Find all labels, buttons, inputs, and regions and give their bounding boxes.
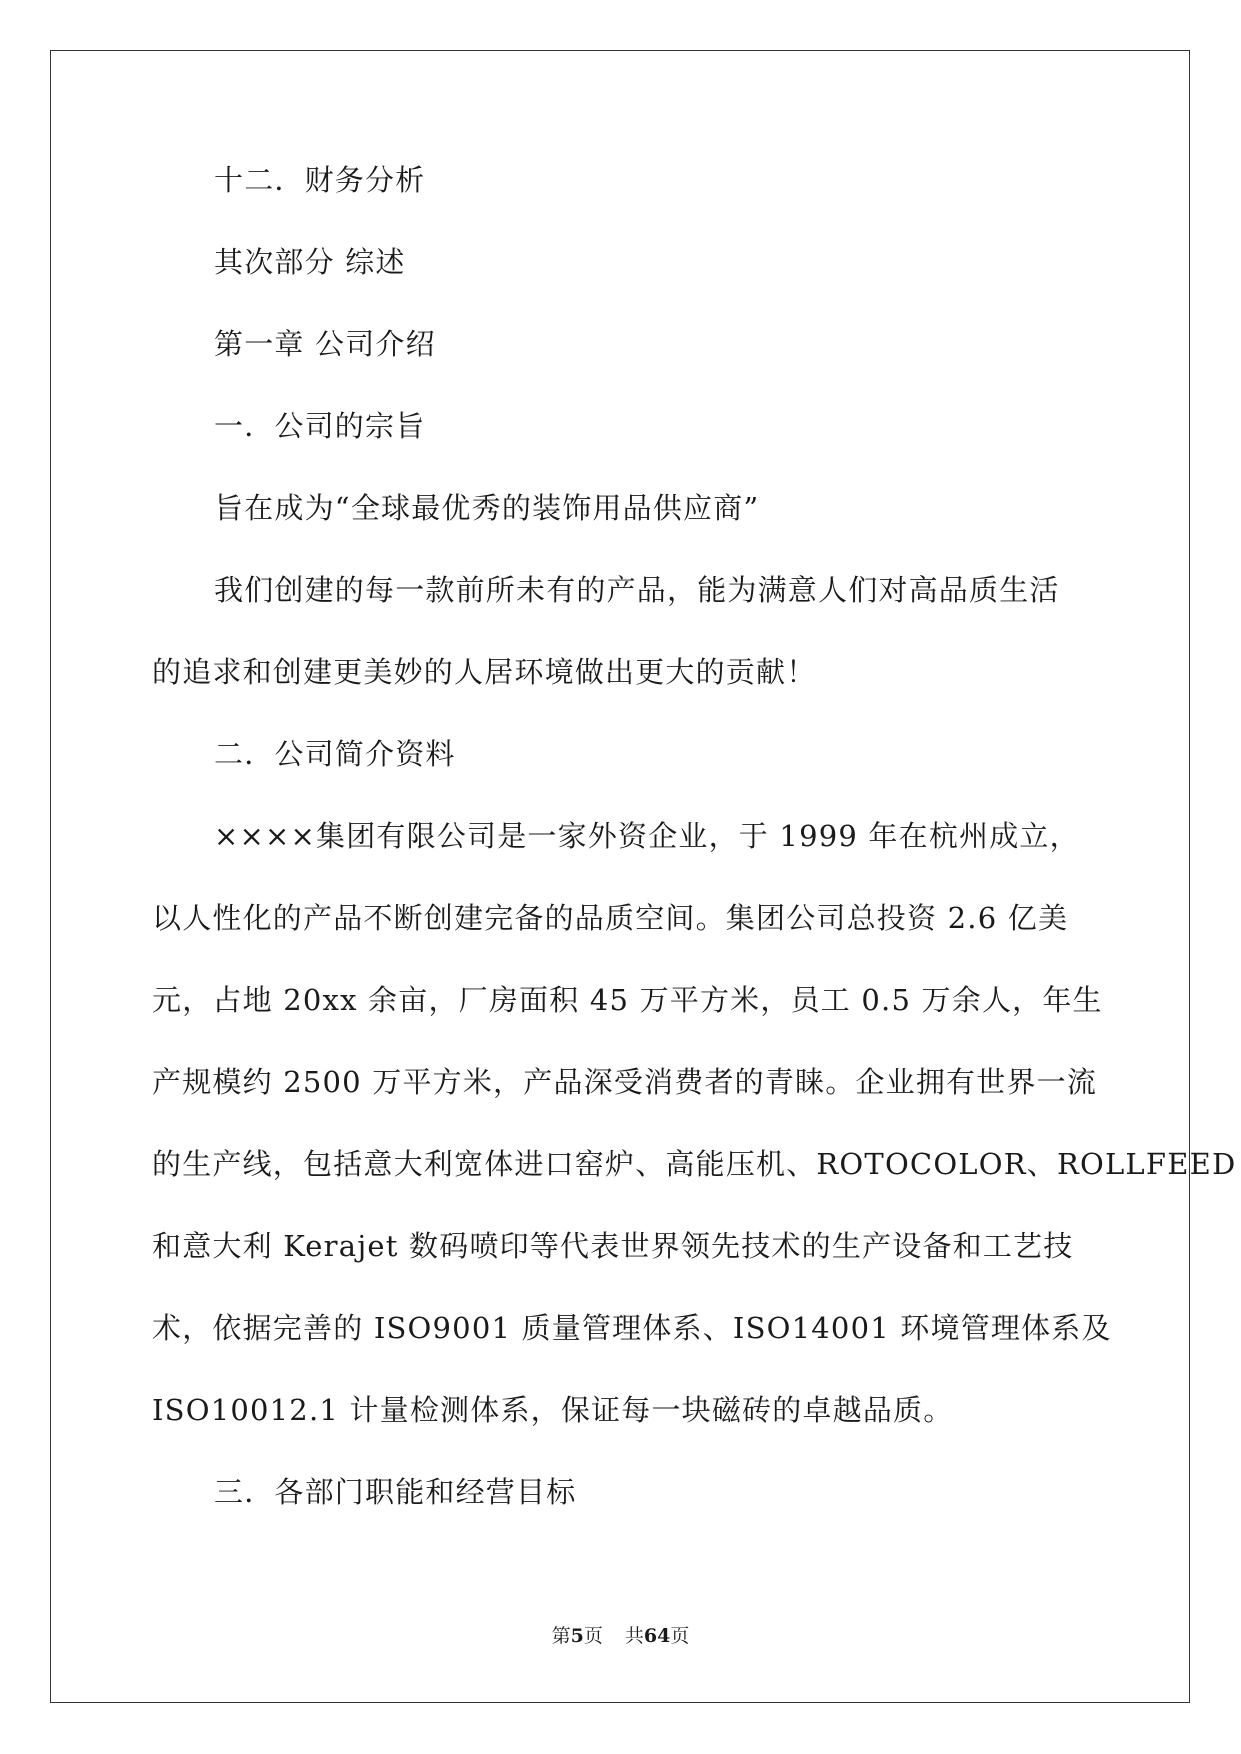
paragraph-line: ××××集团有限公司是一家外资企业，于 1999 年在杭州成立， <box>214 819 1080 853</box>
paragraph-line: 以人性化的产品不断创建完备的品质空间。集团公司总投资 2.6 亿美 <box>152 901 1069 935</box>
paragraph-line: 和意大利 Kerajet 数码喷印等代表世界领先技术的生产设备和工艺技 <box>152 1229 1074 1263</box>
page-suffix: 页 <box>583 1625 603 1647</box>
part-heading-overview: 其次部分 综述 <box>214 245 406 279</box>
total-pages: 64 <box>643 1625 671 1647</box>
page-number: 5 <box>570 1625 584 1647</box>
paragraph-line: ISO10012.1 计量检测体系，保证每一块磁砖的卓越品质。 <box>152 1393 954 1427</box>
total-prefix: 共 <box>624 1625 644 1647</box>
section-heading-departments: 三．各部门职能和经营目标 <box>214 1475 577 1509</box>
paragraph-line: 产规模约 2500 万平方米，产品深受消费者的青睐。企业拥有世界一流 <box>152 1065 1098 1099</box>
paragraph-line: 元，占地 20xx 余亩，厂房面积 45 万平方米，员工 0.5 万余人，年生 <box>152 983 1103 1017</box>
page-footer <box>0 1621 1241 1648</box>
section-heading-financial-analysis: 十二．财务分析 <box>214 163 426 197</box>
paragraph-line: 我们创建的每一款前所未有的产品，能为满意人们对高品质生活 <box>214 573 1060 607</box>
page-prefix: 第 <box>551 1625 571 1647</box>
mission-quote: 旨在成为“全球最优秀的装饰用品供应商” <box>214 491 760 525</box>
section-heading-company-purpose: 一．公司的宗旨 <box>214 409 426 443</box>
paragraph-line: 的生产线，包括意大利宽体进口窑炉、高能压机、ROTOCOLOR、ROLLFEED <box>152 1147 1237 1181</box>
total-suffix: 页 <box>670 1625 690 1647</box>
document-body <box>152 160 1237 1554</box>
section-heading-company-profile: 二．公司简介资料 <box>214 737 456 771</box>
mission-paragraph <box>152 570 1092 693</box>
paragraph-line: 术，依据完善的 ISO9001 质量管理体系、ISO14001 环境管理体系及 <box>152 1311 1112 1345</box>
paragraph-line: 的追求和创建更美妙的人居环境做出更大的贡献！ <box>152 655 817 689</box>
company-profile-paragraph <box>152 816 1237 1431</box>
chapter-heading-company-intro: 第一章 公司介绍 <box>214 327 436 361</box>
